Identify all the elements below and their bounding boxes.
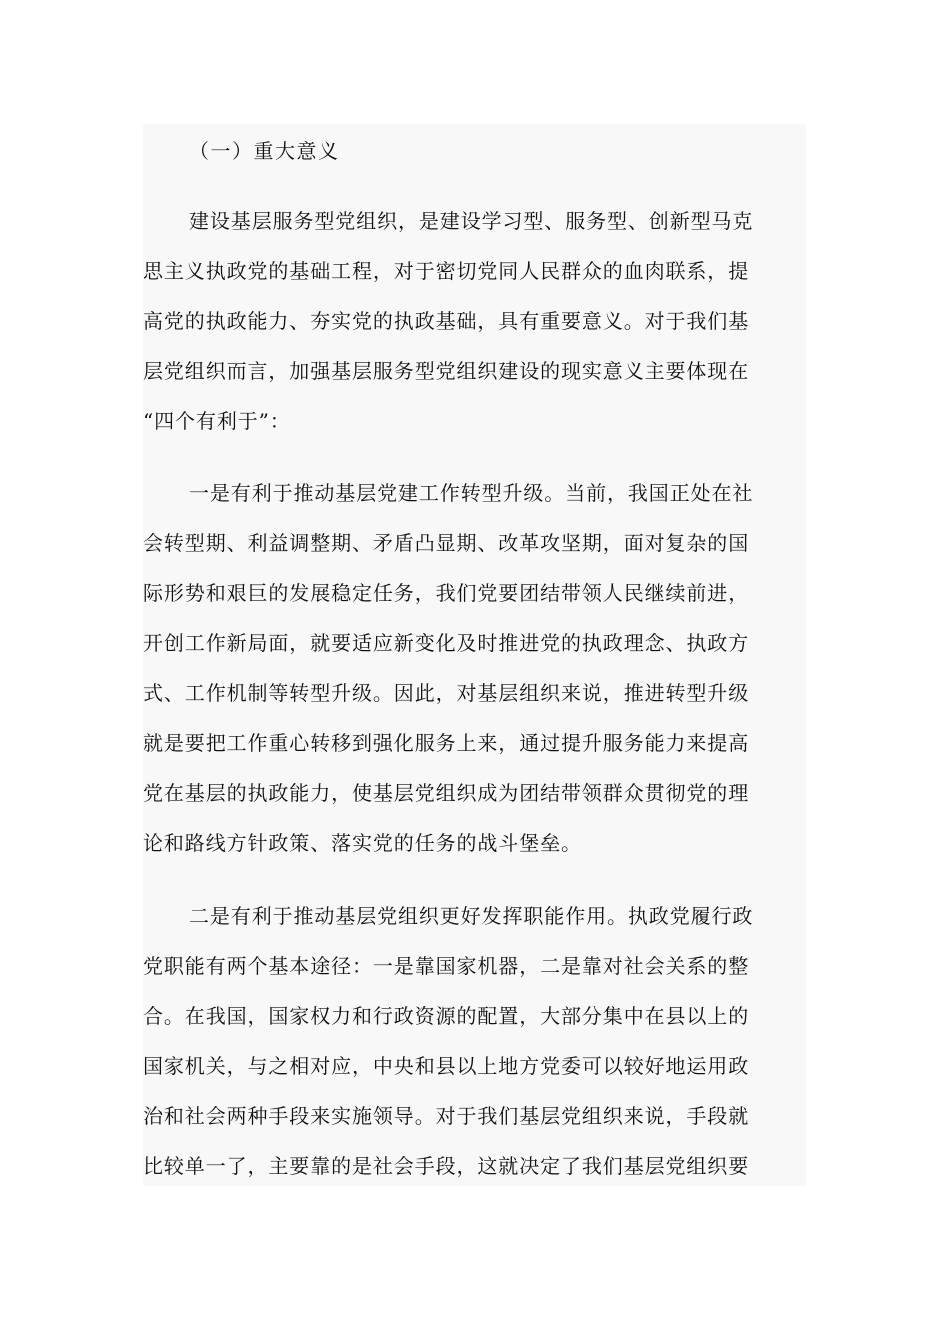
paragraph-line: 党在基层的执政能力，使基层党组织成为团结带领群众贯彻党的理: [143, 781, 750, 805]
paragraph-line: 一是有利于推动基层党建工作转型升级。当前，我国正处在社: [189, 481, 754, 505]
paragraph-line: 比较单一了，主要靠的是社会手段，这就决定了我们基层党组织要: [143, 1154, 750, 1178]
paragraph-line: 国家机关，与之相对应，中央和县以上地方党委可以较好地运用政: [143, 1054, 750, 1078]
paragraph-line: 论和路线方针政策、落实党的任务的战斗堡垒。: [143, 831, 582, 855]
paragraph-line: “四个有利于”：: [143, 409, 291, 433]
paragraph-line: 层党组织而言，加强基层服务型党组织建设的现实意义主要体现在: [143, 359, 750, 383]
paragraph-line: 高党的执政能力、夯实党的执政基础，具有重要意义。对于我们基: [143, 309, 750, 333]
paragraph-line: 际形势和艰巨的发展稳定任务，我们党要团结带领人民继续前进，: [143, 581, 750, 605]
paragraph-line: 二是有利于推动基层党组织更好发挥职能作用。执政党履行政: [189, 904, 754, 928]
paragraph-line: 党职能有两个基本途径：一是靠国家机器，二是靠对社会关系的整: [143, 954, 750, 978]
paragraph-line: 开创工作新局面，就要适应新变化及时推进党的执政理念、执政方: [143, 631, 750, 655]
paragraph-line: 就是要把工作重心转移到强化服务上来，通过提升服务能力来提高: [143, 731, 750, 755]
paragraph-line: 治和社会两种手段来实施领导。对于我们基层党组织来说，手段就: [143, 1104, 750, 1128]
paragraph-line: 合。在我国，国家权力和行政资源的配置，大部分集中在县以上的: [143, 1004, 750, 1028]
paragraph-line: 式、工作机制等转型升级。因此，对基层组织来说，推进转型升级: [143, 681, 750, 705]
paragraph-line: 思主义执政党的基础工程，对于密切党同人民群众的血肉联系，提: [143, 259, 750, 283]
paragraph-line: 建设基层服务型党组织，是建设学习型、服务型、创新型马克: [189, 209, 754, 233]
document-body: [143, 124, 806, 1186]
section-heading: （一）重大意义: [189, 139, 340, 163]
paragraph-line: 会转型期、利益调整期、矛盾凸显期、改革攻坚期，面对复杂的国: [143, 531, 750, 555]
